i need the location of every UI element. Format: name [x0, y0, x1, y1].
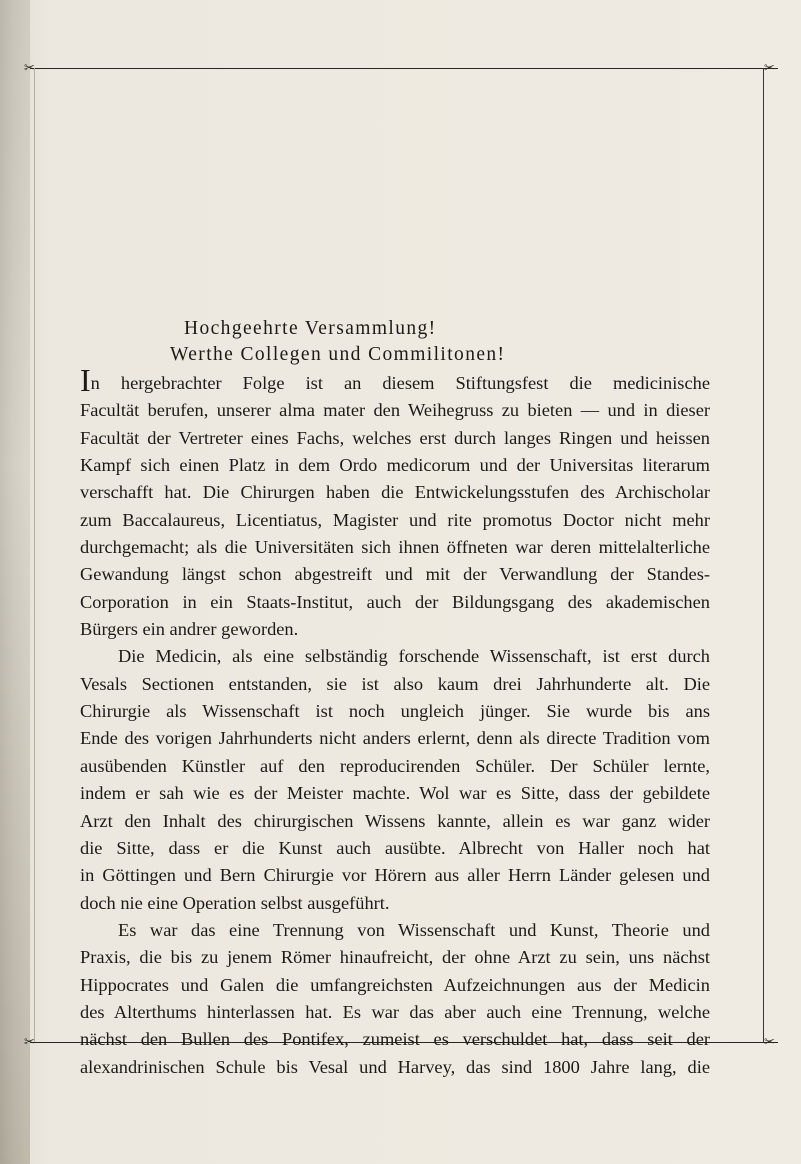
salutation-line: Werthe Collegen und Commilitonen! [170, 344, 506, 365]
text-line: doch nie eine Operation selbst ausgeführt. [80, 892, 390, 913]
text-line [80, 362, 710, 398]
body-text [80, 362, 710, 1081]
text-line: Praxis, die bis zu jenem Römer hinaufreicht, der ohne Arzt zu sein, uns nächst [80, 947, 710, 968]
text-line: durchgemacht; als die Universitäten sich ihnen öffneten war deren mittelalterliche [80, 537, 710, 558]
text-line: Corporation in ein Staats-Institut, auch der Bildungsgang des akademischen [80, 591, 710, 612]
text-line: indem er sah wie es der Meister machte. Wol war es Sitte, dass der gebildete [80, 783, 710, 804]
scissors-icon: ✂ [24, 1035, 35, 1050]
cut-line-left [34, 68, 35, 1042]
text-line: Facultät der Vertreter eines Fachs, welches erst durch langes Ringen und heissen [80, 427, 710, 448]
text-line: verschafft hat. Die Chirurgen haben die Entwickelungsstufen des Archischolar [80, 482, 710, 503]
text-line: Es war das eine Trennung von Wissenschaft und Kunst, Theorie und [118, 919, 710, 940]
text-line: alexandrinischen Schule bis Vesal und Harvey, das sind 1800 Jahre lang, die [80, 1056, 710, 1077]
text-line: Gewandung längst schon abgestreift und mit der Verwandlung der Standes- [80, 564, 710, 585]
text-line: Chirurgie als Wissenschaft ist noch ungleich jünger. Sie wurde bis ans [80, 701, 710, 722]
scissors-icon: ✂ [764, 1035, 775, 1050]
text-line: Kampf sich einen Platz in dem Ordo medicorum und der Universitas literarum [80, 455, 710, 476]
binding-shadow [0, 0, 30, 1164]
scissors-icon: ✂ [764, 61, 775, 76]
text-line: Bürgers ein andrer geworden. [80, 619, 299, 640]
text-line: die Sitte, dass er die Kunst auch ausübte. Albrecht von Haller noch hat [80, 837, 710, 858]
text-line: des Alterthums hinterlassen hat. Es war das aber auch eine Trennung, welche [80, 1001, 710, 1022]
text-line: Hippocrates und Galen die umfangreichsten Aufzeichnungen aus der Medicin [80, 974, 710, 995]
salutation-line: Hochgeehrte Versammlung! [184, 318, 437, 339]
text-line: Arzt den Inhalt des chirurgischen Wissens kannte, allein es war ganz wider [80, 810, 710, 831]
cut-line-right [763, 68, 764, 1042]
text-line: in Göttingen und Bern Chirurgie vor Hörern aus aller Herrn Länder gelesen und [80, 865, 710, 886]
text-line: ausübenden Künstler auf den reproducirenden Schüler. Der Schüler lernte, [80, 755, 710, 776]
cut-line-top [30, 68, 778, 69]
text-line: Die Medicin, als eine selbständig forschende Wissenschaft, ist erst durch [118, 646, 710, 667]
text-line: Facultät berufen, unserer alma mater den Weihegruss zu bieten — und in dieser [80, 400, 710, 421]
text-line: Vesals Sectionen entstanden, sie ist also kaum drei Jahrhunderte alt. Die [80, 673, 710, 694]
scissors-icon: ✂ [24, 61, 35, 76]
text-line: nächst den Bullen des Pontifex, zumeist es verschuldet hat, dass seit der [80, 1029, 710, 1050]
text-line: zum Baccalaureus, Licentiatus, Magister und rite promotus Doctor nicht mehr [80, 509, 710, 530]
text-span: n hergebrachter Folge ist an diesem Stiftungsfest die medicinische [90, 373, 710, 393]
text-line: Ende des vorigen Jahrhunderts nicht anders erlernt, denn als directe Tradition vom [80, 728, 710, 749]
drop-cap: I [80, 362, 91, 398]
